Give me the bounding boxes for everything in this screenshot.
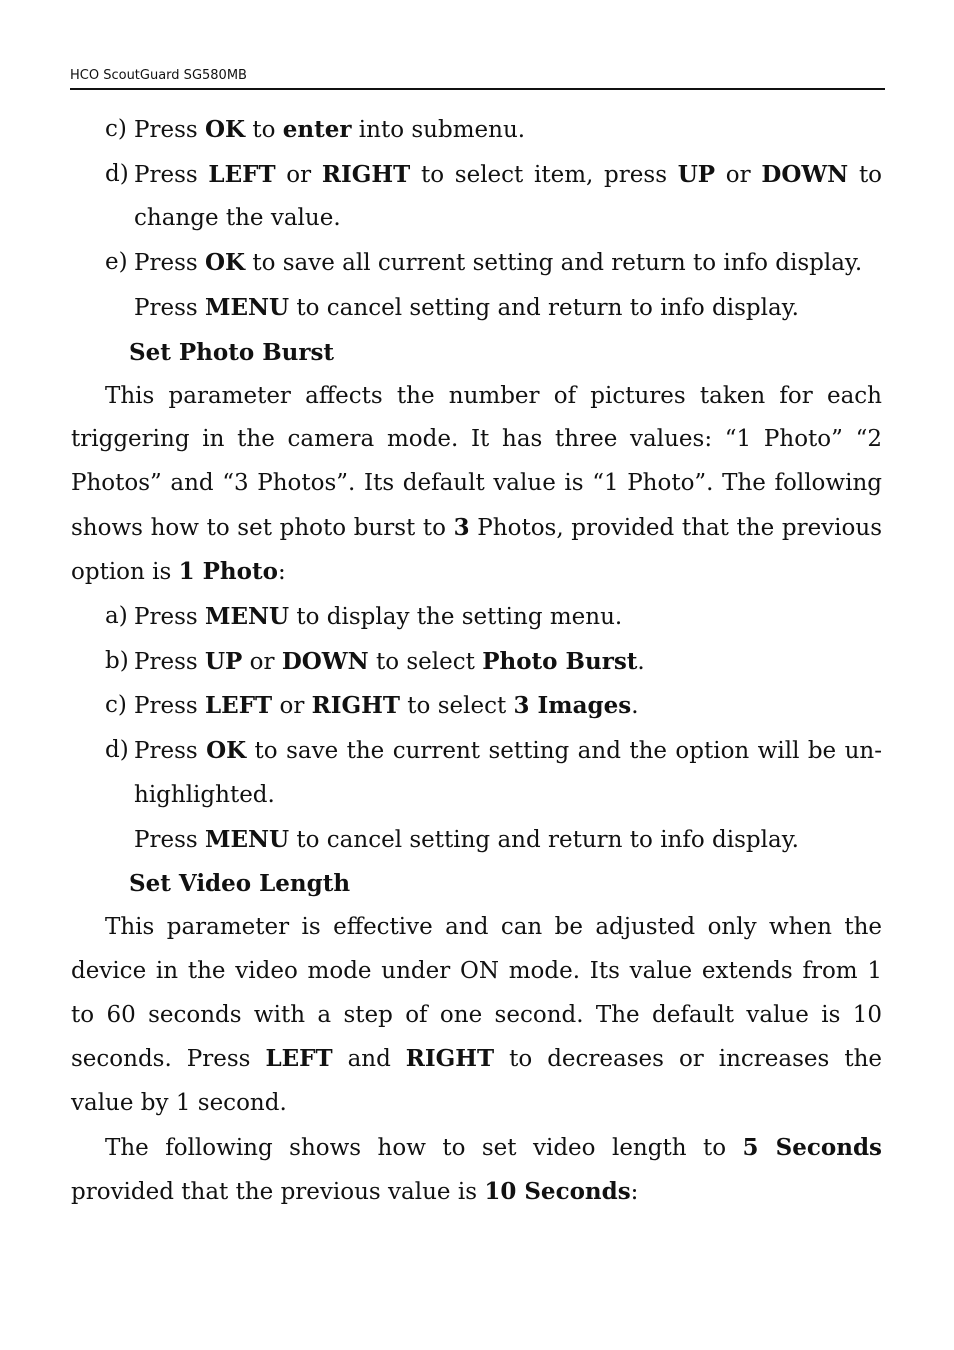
list-item-text: Press OK to enter into submenu. bbox=[134, 116, 526, 143]
list-item-text: Press LEFT or RIGHT to select item, press UP or DOWN to change the value. bbox=[134, 160, 883, 232]
list-marker: c) bbox=[105, 116, 127, 142]
paragraph-video-length-example: The following shows how to set video length to 5 Seconds provided that the previous value is 10 Seconds: bbox=[71, 1133, 882, 1206]
list-item bbox=[71, 241, 882, 286]
section-heading-photo-burst: Set Photo Burst bbox=[129, 338, 335, 366]
list-marker: e) bbox=[105, 249, 128, 276]
list-item bbox=[71, 595, 882, 640]
list-item-text: Press OK to save the current setting and the option will be un-highlighted. bbox=[134, 737, 882, 808]
paragraph-photo-burst: This parameter affects the number of pictures taken for each triggering in the camera mode. It has three values: “1 Photo” “2 Photos” and “3 Photos”. Its default value is “1 Photo”. The following shows how to set photo burst to 3 Photos, provided that the previous option is 1 Photo: bbox=[71, 382, 882, 586]
list-item-text: Press OK to save all current setting and return to info display. bbox=[134, 249, 863, 277]
list-item bbox=[71, 153, 882, 241]
list-continuation: Press MENU to cancel setting and return to info display. bbox=[134, 825, 799, 853]
list-item-text: Press UP or DOWN to select Photo Burst. bbox=[134, 647, 645, 675]
running-header: HCO ScoutGuard SG580MB bbox=[70, 66, 885, 90]
list-marker: a) bbox=[105, 603, 128, 630]
list-continuation: Press MENU to cancel setting and return to info display. bbox=[134, 293, 799, 321]
list-item bbox=[71, 684, 882, 729]
page-content bbox=[71, 108, 882, 1215]
list-item bbox=[71, 108, 882, 153]
list-marker: d) bbox=[105, 160, 129, 187]
section-heading-video-length: Set Video Length bbox=[129, 870, 351, 898]
paragraph-video-length: This parameter is effective and can be adjusted only when the device in the video mode under ON mode. Its value extends from 1 to 60 seconds with a step of one second. The default value is 10 seconds. Press LEFT and RIGHT to decreases or increases the value by 1 second. bbox=[71, 914, 882, 1117]
list-marker: c) bbox=[105, 692, 127, 719]
list-item-text: Press MENU to display the setting menu. bbox=[134, 603, 623, 631]
list-item bbox=[71, 729, 882, 817]
list-item bbox=[71, 640, 882, 685]
list-marker: d) bbox=[105, 737, 129, 764]
list-item-text: Press LEFT or RIGHT to select 3 Images. bbox=[134, 692, 639, 720]
list-marker: b) bbox=[105, 647, 129, 674]
